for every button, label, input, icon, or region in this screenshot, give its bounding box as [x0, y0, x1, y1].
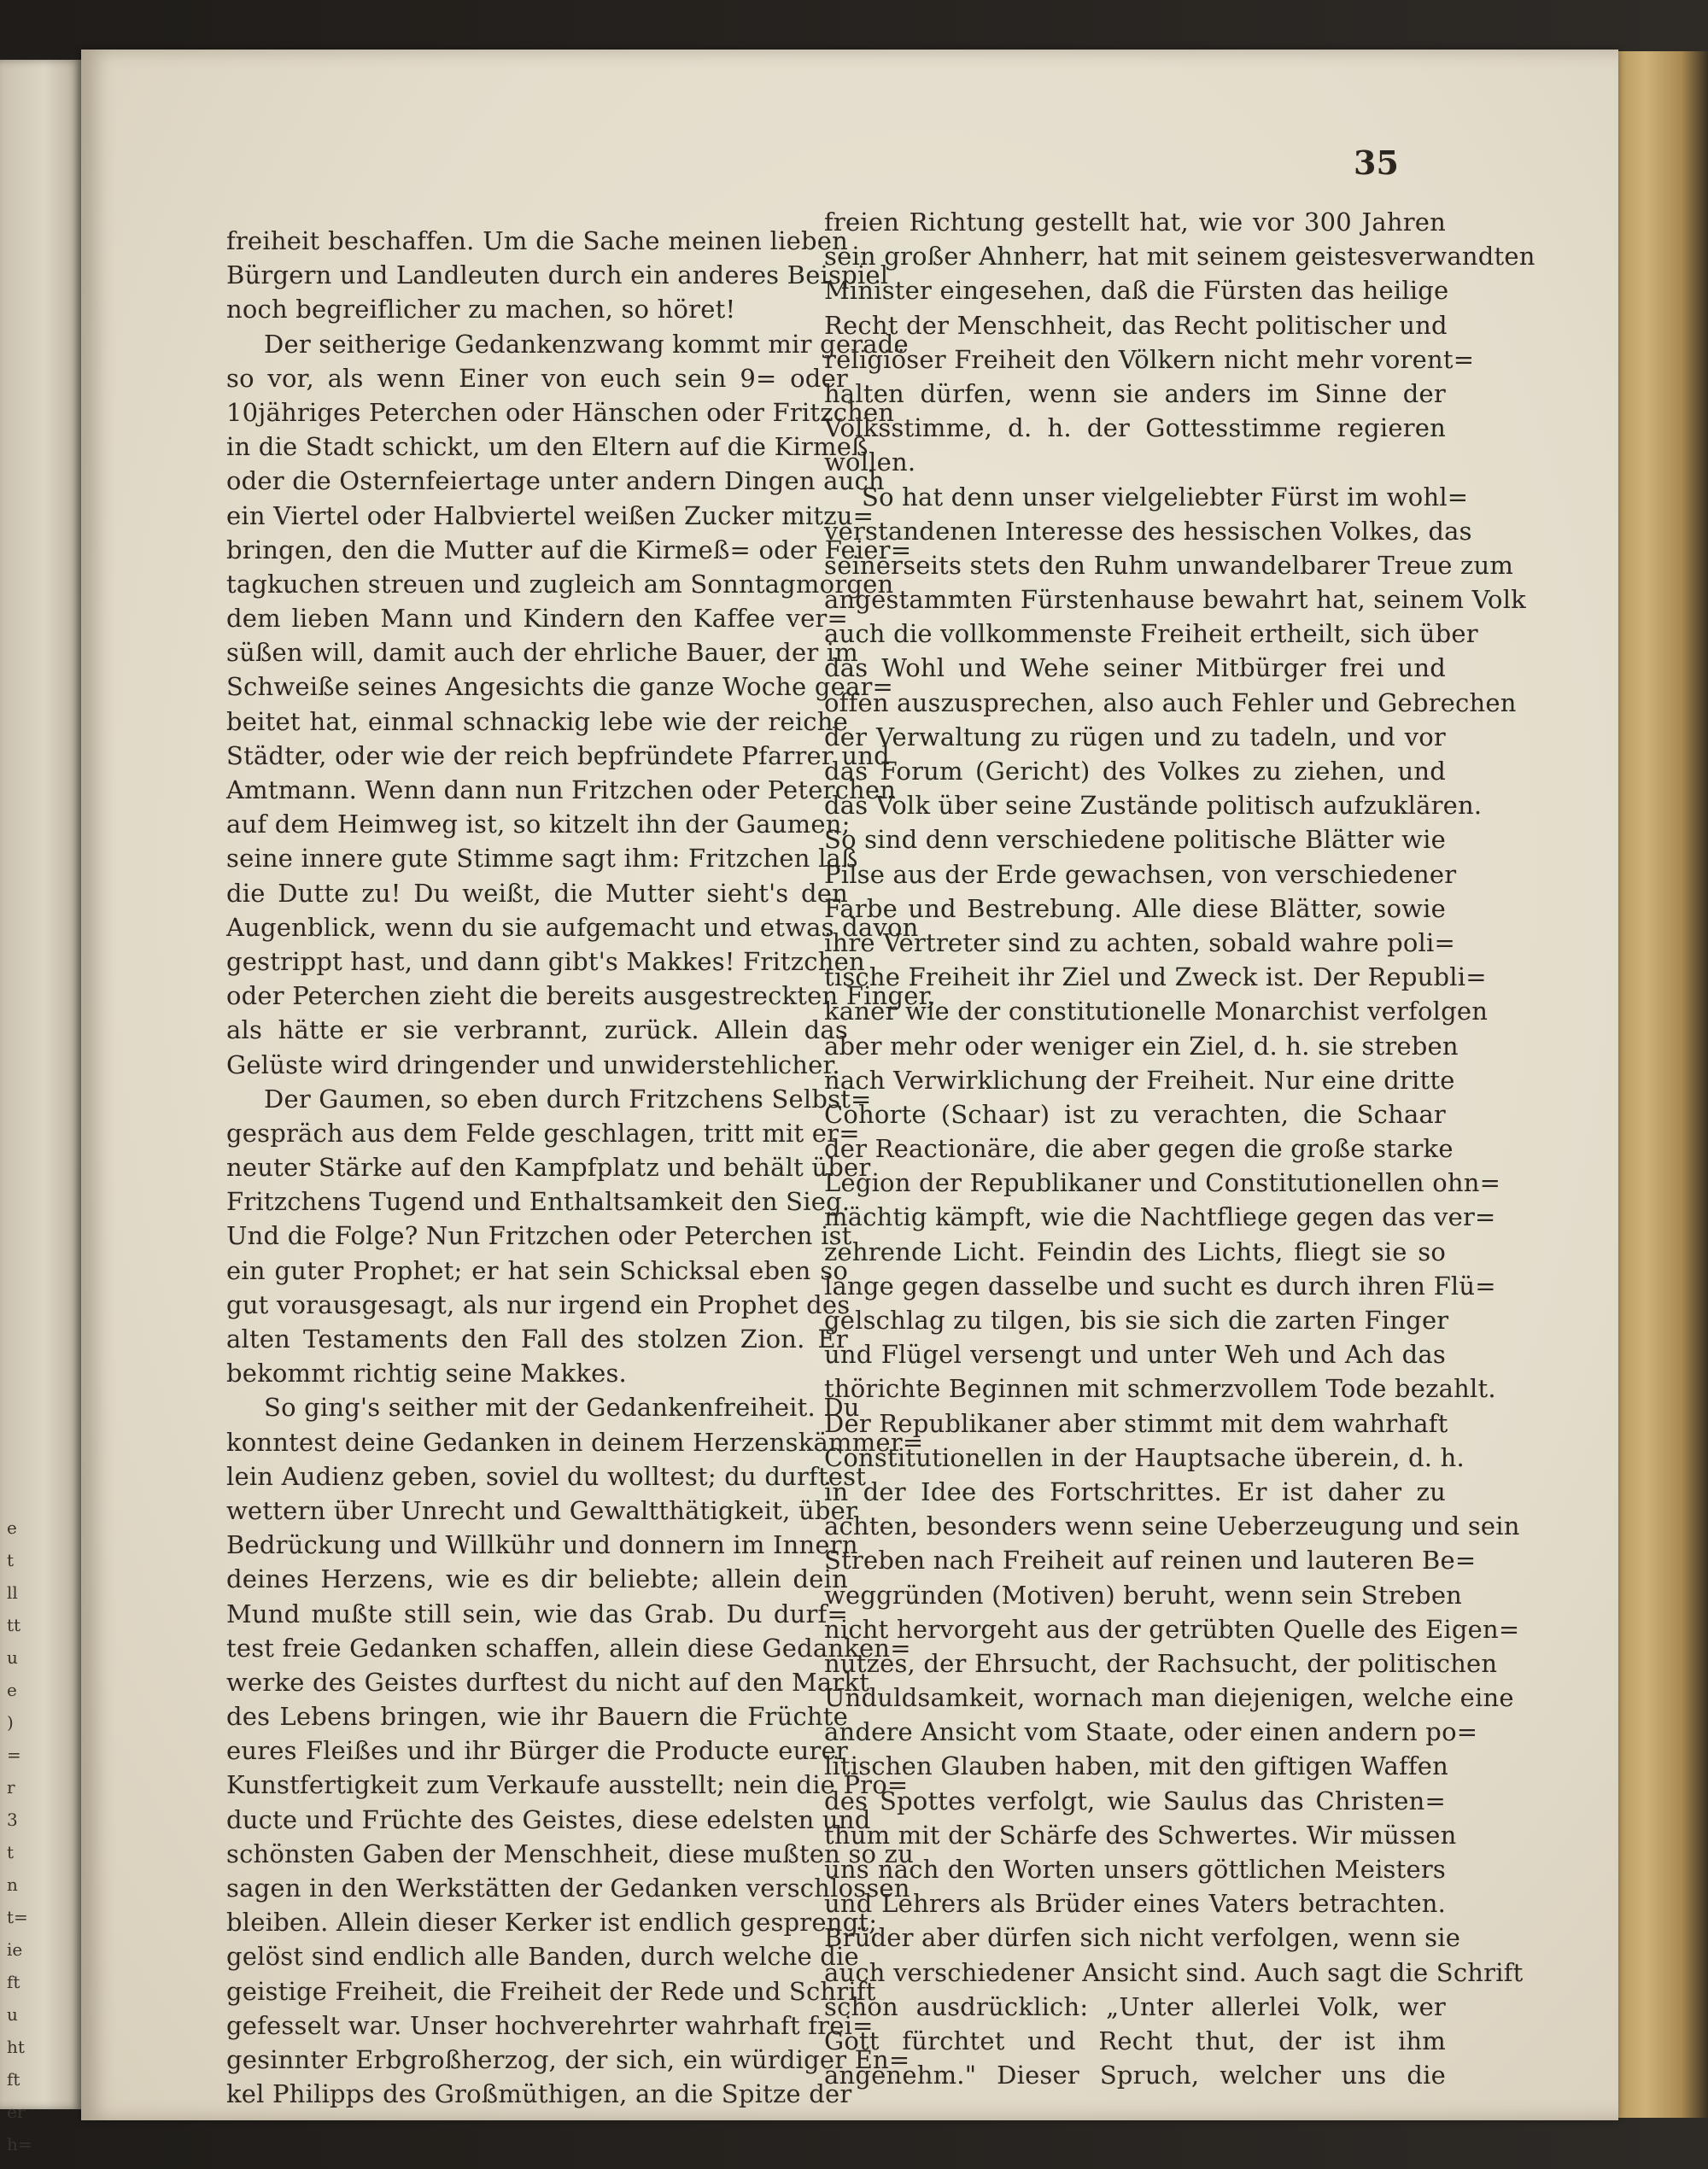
text-line: das Forum (Gericht) des Volkes zu ziehen, und: [824, 757, 1446, 786]
text-line: gespräch aus dem Felde geschlagen, tritt mit er=: [226, 1118, 860, 1148]
text-line: alten Testaments den Fall des stolzen Zion. Er: [226, 1324, 848, 1353]
margin-fragment: h=: [7, 2134, 32, 2154]
text-line: Farbe und Bestrebung. Alle diese Blätter, sowie: [824, 893, 1446, 923]
margin-fragment: e: [7, 1517, 17, 1538]
text-line: Constitutionellen in der Hauptsache überein, d. h.: [824, 1442, 1465, 1472]
text-line: sein großer Ahnherr, hat mit seinem geistesverwandten: [824, 242, 1535, 272]
margin-fragment: t: [7, 1842, 15, 1862]
text-line: halten dürfen, wenn sie anders im Sinne der: [824, 378, 1446, 408]
text-line: konntest deine Gedanken in deinem Herzenskämmer=: [226, 1427, 924, 1457]
previous-page-edge: [0, 60, 81, 2154]
text-line: und Lehrers als Brüder eines Vaters betrachten.: [824, 1889, 1446, 1919]
text-line: Augenblick, wenn du sie aufgemacht und etwas davon: [226, 912, 919, 942]
text-line: oder Peterchen zieht die bereits ausgestreckten Finger,: [226, 981, 936, 1011]
text-line: süßen will, damit auch der ehrliche Bauer, der im: [226, 638, 858, 668]
text-line: tische Freiheit ihr Ziel und Zweck ist. Der Republi=: [824, 962, 1487, 992]
text-line: So sind denn verschiedene politische Blätter wie: [824, 825, 1446, 855]
text-line: dem lieben Mann und Kindern den Kaffee ver=: [226, 604, 848, 634]
text-line: wollen.: [824, 447, 916, 477]
text-line: seine innere gute Stimme sagt ihm: Fritzchen laß: [226, 844, 858, 874]
text-line: So ging's seither mit der Gedankenfreiheit. Du: [264, 1393, 860, 1423]
text-line: zehrende Licht. Feindin des Lichts, fliegt sie so: [824, 1237, 1446, 1266]
page-number: 35: [1354, 143, 1399, 182]
text-line: Cohorte (Schaar) ist zu verachten, die Schaar: [824, 1099, 1446, 1129]
text-line: freien Richtung gestellt hat, wie vor 300 Jahren: [824, 208, 1446, 237]
text-line: beitet hat, einmal schnackig lebe wie der reiche: [226, 706, 848, 736]
margin-fragment: u: [7, 1647, 18, 1668]
text-line: Kunstfertigkeit zum Verkaufe ausstellt; nein die Pro=: [226, 1770, 909, 1800]
text-line: des Spottes verfolgt, wie Saulus das Christen=: [824, 1786, 1446, 1815]
text-line: Städter, oder wie der reich bepfründete Pfarrer und: [226, 740, 890, 770]
text-line: auch verschiedener Ansicht sind. Auch sagt die Schrift: [824, 1957, 1524, 1987]
margin-fragment: ll: [7, 1582, 18, 1603]
margin-fragment: t: [7, 1550, 15, 1570]
text-line: angenehm." Dieser Spruch, welcher uns die: [824, 2061, 1446, 2090]
text-line: gestrippt hast, und dann gibt's Makkes! Fritzchen: [226, 946, 865, 976]
text-line: Der seitherige Gedankenzwang kommt mir gerade: [264, 329, 909, 359]
margin-fragment: ft: [7, 2069, 20, 2090]
text-line: Brüder aber dürfen sich nicht verfolgen, wenn sie: [824, 1923, 1461, 1953]
text-line: das Wohl und Wehe seiner Mitbürger frei und: [824, 653, 1446, 683]
text-line: Streben nach Freiheit auf reinen und lauteren Be=: [824, 1546, 1477, 1576]
text-line: gelschlag zu tilgen, bis sie sich die zarten Finger: [824, 1306, 1449, 1335]
text-line: als hätte er sie verbrannt, zurück. Allein das: [226, 1015, 848, 1045]
text-line: Minister eingesehen, daß die Fürsten das heilige: [824, 276, 1449, 306]
text-line: noch begreiflicher zu machen, so höret!: [226, 295, 736, 324]
text-line: Bürgern und Landleuten durch ein anderes Beispiel: [226, 260, 889, 290]
text-line: eures Fleißes und ihr Bürger die Producte eurer: [226, 1736, 848, 1766]
text-line: schönsten Gaben der Menschheit, diese mußten so zu: [226, 1839, 914, 1868]
text-line: tagkuchen streuen und zugleich am Sonntagmorgen: [226, 569, 894, 599]
text-line: gut vorausgesagt, als nur irgend ein Prophet des: [226, 1289, 851, 1319]
text-line: thum mit der Schärfe des Schwertes. Wir müssen: [824, 1820, 1457, 1850]
text-line: in die Stadt schickt, um den Eltern auf die Kirmeß: [226, 432, 869, 462]
margin-fragment: e: [7, 1680, 17, 1700]
text-line: gelöst sind endlich alle Banden, durch welche die: [226, 1942, 859, 1972]
text-line: Legion der Republikaner und Constitutionellen ohn=: [824, 1168, 1501, 1198]
text-line: nutzes, der Ehrsucht, der Rachsucht, der politischen: [824, 1648, 1498, 1678]
text-line: und Flügel versengt und unter Weh und Ach das: [824, 1340, 1446, 1370]
text-line: achten, besonders wenn seine Ueberzeugung und sein: [824, 1511, 1520, 1541]
margin-fragment: ): [7, 1712, 14, 1733]
text-line: Mund mußte still sein, wie das Grab. Du durf=: [226, 1599, 848, 1628]
text-line: bekommt richtig seine Makkes.: [226, 1359, 627, 1389]
text-line: nicht hervorgeht aus der getrübten Quelle des Eigen=: [824, 1614, 1520, 1644]
text-line: auf dem Heimweg ist, so kitzelt ihn der Gaumen;: [226, 810, 851, 839]
text-line: nach Verwirklichung der Freiheit. Nur eine dritte: [824, 1065, 1455, 1095]
text-line: in der Idee des Fortschrittes. Er ist daher zu: [824, 1476, 1446, 1506]
text-line: test freie Gedanken schaffen, allein diese Gedanken=: [226, 1633, 911, 1663]
text-line: geistige Freiheit, die Freiheit der Rede und Schrift: [226, 1976, 876, 2006]
text-line: Fritzchens Tugend und Enthaltsamkeit den Sieg.: [226, 1187, 851, 1217]
text-line: der Reactionäre, die aber gegen die große starke: [824, 1134, 1454, 1164]
book-edge: [1618, 51, 1708, 2118]
margin-fragment: ft: [7, 1972, 20, 1992]
margin-fragment: =: [7, 1745, 21, 1765]
text-line: kaner wie der constitutionelle Monarchist verfolgen: [824, 997, 1489, 1026]
text-line: ducte und Früchte des Geistes, diese edelsten und: [226, 1804, 871, 1834]
text-line: litischen Glauben haben, mit den giftigen Waffen: [824, 1751, 1449, 1781]
text-line: So hat denn unser vielgeliebter Fürst im wohl=: [862, 482, 1469, 512]
text-line: des Lebens bringen, wie ihr Bauern die Früchte: [226, 1702, 848, 1732]
text-line: seinerseits stets den Ruhm unwandelbarer Treue zum: [824, 550, 1514, 580]
text-line: mächtig kämpft, wie die Nachtfliege gegen das ver=: [824, 1202, 1496, 1232]
text-line: der Verwaltung zu rügen und zu tadeln, und vor: [824, 722, 1446, 751]
text-line: ihre Vertreter sind zu achten, sobald wahre poli=: [824, 927, 1455, 957]
text-line: kel Philipps des Großmüthigen, an die Spitze der: [226, 2079, 852, 2109]
text-line: weggründen (Motiven) beruht, wenn sein Streben: [824, 1580, 1463, 1610]
text-line: deines Herzens, wie es dir beliebte; allein dein: [226, 1564, 848, 1594]
margin-fragment: 3: [7, 1809, 18, 1830]
text-line: Der Gaumen, so eben durch Fritzchens Selbst=: [264, 1084, 872, 1114]
text-line: verstandenen Interesse des hessischen Volkes, das: [824, 516, 1472, 546]
text-line: bleiben. Allein dieser Kerker ist endlich gesprengt;: [226, 1908, 878, 1938]
margin-fragment: u: [7, 2004, 18, 2025]
text-line: bringen, den die Mutter auf die Kirmeß= oder Feier=: [226, 535, 912, 564]
text-line: auch die vollkommenste Freiheit ertheilt, sich über: [824, 619, 1478, 649]
text-line: Der Republikaner aber stimmt mit dem wahrhaft: [824, 1408, 1448, 1438]
previous-page-margin-text: [7, 1511, 75, 2160]
text-line: Recht der Menschheit, das Recht politischer und: [824, 310, 1448, 340]
margin-fragment: n: [7, 1874, 18, 1895]
text-line: Gelüste wird dringender und unwiderstehlicher.: [226, 1049, 840, 1079]
text-line: so vor, als wenn Einer von euch sein 9= oder: [226, 363, 848, 393]
text-line: 10jähriges Peterchen oder Hänschen oder Fritzchen: [226, 397, 895, 427]
text-line: Volksstimme, d. h. der Gottesstimme regieren: [824, 413, 1446, 443]
text-line: die Dutte zu! Du weißt, die Mutter sieht's den: [226, 878, 848, 908]
text-line: das Volk über seine Zustände politisch aufzuklären.: [824, 791, 1483, 821]
text-line: ein guter Prophet; er hat sein Schicksal eben so: [226, 1255, 848, 1285]
text-line: freiheit beschaffen. Um die Sache meinen lieben: [226, 226, 848, 255]
text-line: Schweiße seines Angesichts die ganze Woche gear=: [226, 672, 894, 702]
text-line: thörichte Beginnen mit schmerzvollem Tode bezahlt.: [824, 1374, 1496, 1404]
text-line: Amtmann. Wenn dann nun Fritzchen oder Peterchen: [226, 775, 897, 804]
text-line: ein Viertel oder Halbviertel weißen Zucker mitzu=: [226, 500, 874, 530]
margin-fragment: er: [7, 2102, 26, 2122]
text-line: Unduldsamkeit, wornach man diejenigen, welche eine: [824, 1683, 1514, 1713]
text-line: oder die Osternfeiertage unter andern Dingen auch: [226, 466, 885, 496]
text-line: gesinnter Erbgroßherzog, der sich, ein würdiger En=: [226, 2044, 910, 2074]
text-line: schon ausdrücklich: „Unter allerlei Volk, wer: [824, 1991, 1446, 2021]
margin-fragment: tt: [7, 1615, 21, 1635]
text-line: Bedrückung und Willkühr und donnern im Innern: [226, 1530, 858, 1560]
text-line: werke des Geistes durftest du nicht auf den Markt: [226, 1667, 870, 1697]
text-line: lange gegen dasselbe und sucht es durch ihren Flü=: [824, 1271, 1496, 1301]
text-line: Pilse aus der Erde gewachsen, von verschiedener: [824, 859, 1457, 889]
text-line: angestammten Fürstenhause bewahrt hat, seinem Volk: [824, 585, 1526, 615]
text-line: religiöser Freiheit den Völkern nicht mehr vorent=: [824, 344, 1475, 374]
margin-fragment: ht: [7, 2037, 25, 2057]
text-line: Und die Folge? Nun Fritzchen oder Peterchen ist: [226, 1221, 852, 1251]
right-text-column: [824, 205, 1535, 2092]
text-line: sagen in den Werkstätten der Gedanken verschlossen: [226, 1874, 910, 1903]
margin-fragment: r: [7, 1777, 15, 1798]
text-line: wettern über Unrecht und Gewaltthätigkeit, über: [226, 1495, 858, 1525]
text-line: offen auszusprechen, also auch Fehler und Gebrechen: [824, 687, 1517, 717]
text-line: lein Audienz geben, soviel du wolltest; du durftest: [226, 1461, 867, 1491]
text-line: aber mehr oder weniger ein Ziel, d. h. sie streben: [824, 1031, 1459, 1061]
text-line: neuter Stärke auf den Kampfplatz und behält über: [226, 1153, 871, 1183]
text-line: Gott fürchtet und Recht thut, der ist ihm: [824, 2026, 1446, 2055]
margin-fragment: t=: [7, 1907, 28, 1927]
text-line: gefesselt war. Unser hochverehrter wahrhaft frei=: [226, 2010, 874, 2040]
text-line: uns nach den Worten unsers göttlichen Meisters: [824, 1855, 1446, 1884]
text-line: andere Ansicht vom Staate, oder einen andern po=: [824, 1717, 1478, 1747]
margin-fragment: ie: [7, 1939, 23, 1960]
